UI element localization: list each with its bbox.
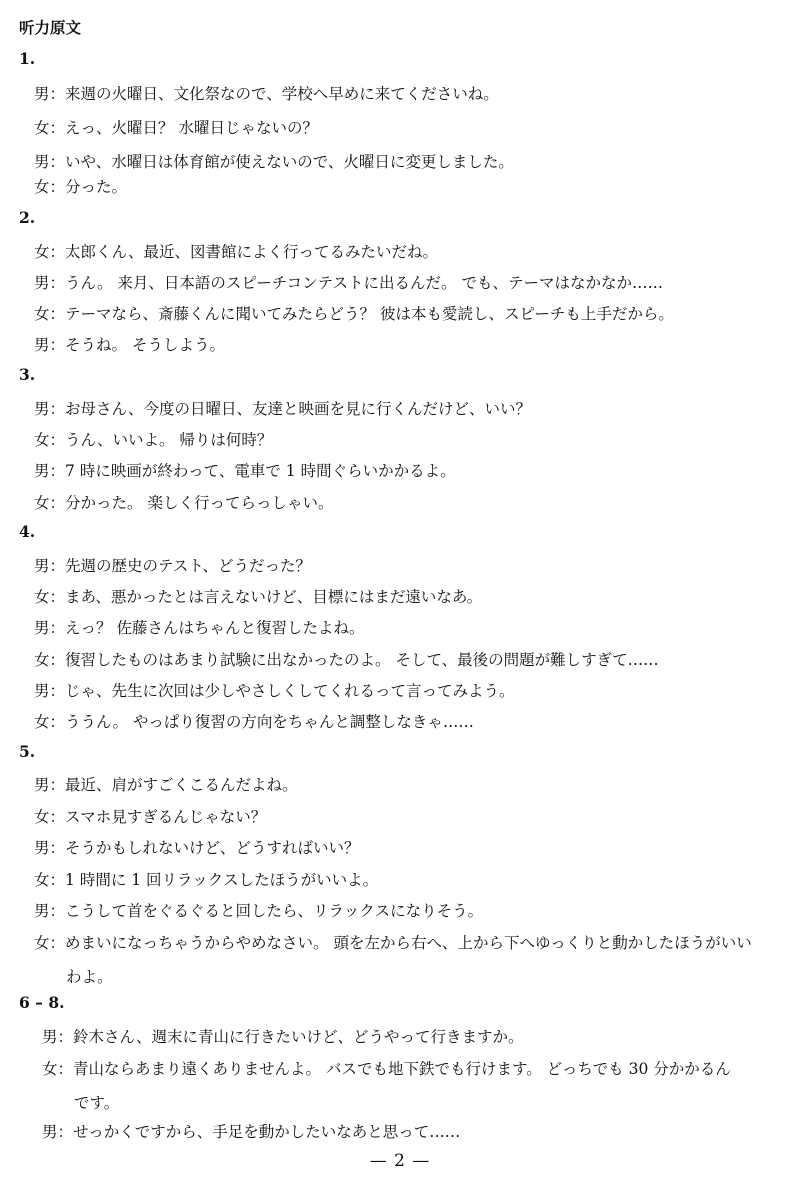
- dialogue-line: 女：太郎くん、最近、図書館によく行ってるみたいだね。: [34, 243, 438, 261]
- dialogue-line: 女：めまいになっちゃうからやめなさい。 頭を左から右へ、上から下へゆっくりと動かしたほうがいい わよ。: [34, 931, 780, 987]
- dialogue-line: 女：分かった。 楽しく行ってらっしゃい。: [34, 494, 334, 512]
- dialogue-line: 男：えっ？ 佐藤さんはちゃんと復習したよね。: [34, 619, 365, 637]
- dialogue-line: 女：まあ、悪かったとは言えないけど、目標にはまだ遠いなあ。: [34, 588, 483, 606]
- dialogue-line: 女：スマホ見すぎるんじゃない？: [34, 808, 267, 826]
- continuation-text: です。: [74, 1094, 120, 1112]
- document-title: 听力原文: [19, 19, 82, 37]
- dialogue-line: 男：じゃ、先生に次回は少しやさしくしてくれるって言ってみよう。: [34, 682, 515, 700]
- section-label: 1.: [19, 49, 36, 68]
- dialogue-line: 女：1 時間に 1 回リラックスしたほうがいいよ。: [34, 871, 379, 889]
- page-number: — 2 —: [369, 1151, 431, 1171]
- dialogue-line: 男：いや、水曜日は体育館が使えないので、火曜日に変更しました。: [34, 153, 514, 171]
- section-label: 6 – 8.: [19, 993, 65, 1012]
- section-label: 2.: [19, 208, 36, 227]
- section-label: 4.: [19, 522, 36, 541]
- dialogue-line: 男：7 時に映画が終わって、電車で 1 時間ぐらいかかるよ。: [34, 462, 456, 480]
- dialogue-line: 女：えっ、火曜日？ 水曜日じゃないの？: [34, 119, 318, 137]
- dialogue-line: 男：来週の火曜日、文化祭なので、学校へ早めに来てくださいね。: [34, 85, 499, 103]
- dialogue-line: 男：先週の歴史のテスト、どうだった？: [34, 557, 312, 575]
- dialogue-line: 男：そうね。 そうしよう。: [34, 336, 225, 354]
- section-label: 3.: [19, 365, 36, 384]
- dialogue-line: 女：分った。: [34, 178, 128, 196]
- dialogue-line: 女：復習したものはあまり試験に出なかったのよ。 そして、最後の問題が難しすぎて……: [34, 651, 659, 669]
- dialogue-line: 女：うん、いいよ。 帰りは何時？: [34, 431, 273, 449]
- dialogue-line: 男：そうかもしれないけど、どうすればいい？: [34, 839, 360, 857]
- dialogue-line: 男：鈴木さん、週末に青山に行きたいけど、どうやって行きますか。: [42, 1028, 524, 1046]
- dialogue-line: 男：お母さん、今度の日曜日、友達と映画を見に行くんだけど、いい？: [34, 400, 531, 418]
- dialogue-line: 男：うん。 来月、日本語のスピーチコンテストに出るんだ。 でも、テーマはなかなか……: [34, 274, 663, 292]
- dialogue-line: 女：テーマなら、斎藤くんに聞いてみたらどう？ 彼は本も愛読し、スピーチも上手だから。: [34, 305, 674, 323]
- dialogue-line: 男：こうして首をぐるぐると回したら、リラックスになりそう。: [34, 902, 484, 920]
- dialogue-line: 女：青山ならあまり遠くありませんよ。 バスでも地下鉄でも行けます。 どっちでも 30 分かかるん です。: [42, 1057, 780, 1113]
- continuation-text: わよ。: [66, 968, 113, 986]
- dialogue-line: 男：最近、肩がすごくこるんだよね。: [34, 776, 298, 794]
- dialogue-line: 女：ううん。 やっぱり復習の方向をちゃんと調整しなきゃ……: [34, 713, 474, 731]
- section-label: 5.: [19, 742, 36, 761]
- dialogue-line: 男：せっかくですから、手足を動かしたいなあと思って……: [42, 1123, 461, 1141]
